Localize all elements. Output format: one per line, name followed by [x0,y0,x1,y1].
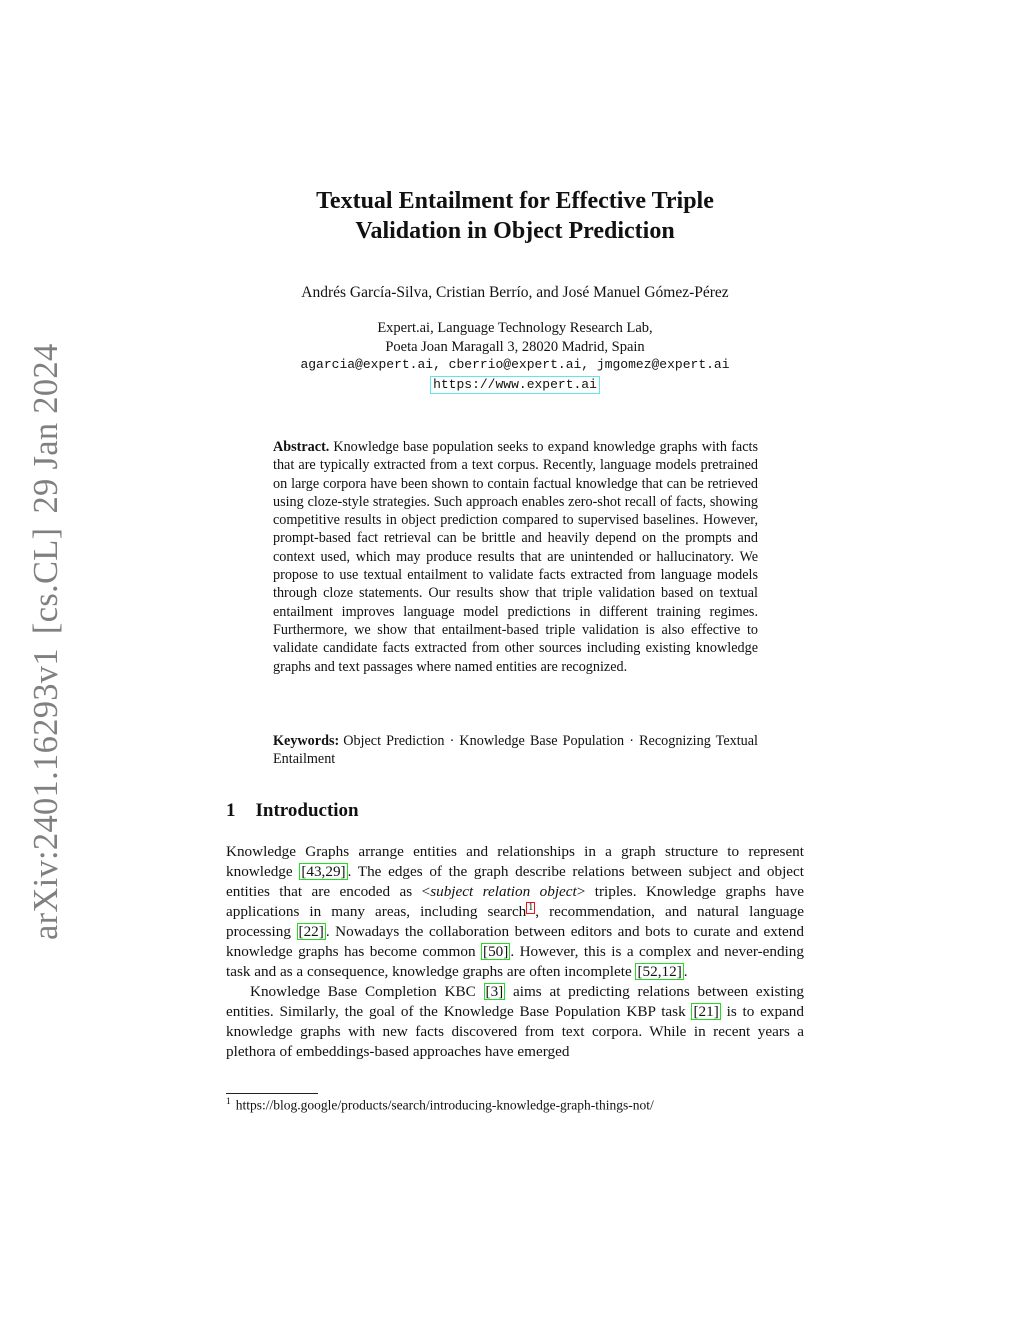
citation-link[interactable]: [22] [298,923,324,941]
affiliation-line-2: Poeta Joan Maragall 3, 28020 Madrid, Spain [385,338,645,355]
title-line-1: Textual Entailment for Effective Triple [316,188,714,214]
affiliation-block [200,319,830,394]
text-run-italic: subject relation object [430,883,577,900]
citation-link[interactable]: [21] [693,1003,719,1021]
keywords-heading: Keywords: [273,733,340,749]
arxiv-side-stamp [27,330,66,941]
paper-title [220,186,810,246]
text-run: Knowledge Base Completion KBC [250,983,484,1001]
introduction-body [226,842,804,1062]
arxiv-date: 29 Jan 2024 [27,343,65,514]
author-list: Andrés García-Silva, Cristian Berrío, and José Manuel Gómez-Pérez [301,284,729,301]
keywords-block [273,732,758,769]
affiliation-line-1: Expert.ai, Language Technology Research Lab, [377,320,653,336]
text-run: . [683,963,688,981]
keywords-text: Object Prediction · Knowledge Base Population · Recognizing Textual Entailment [273,733,758,768]
text-run: aims at predicting relations between existing entities. Similarly, the goal of the Knowledge Base Population KBP task [226,983,805,1021]
citation-link[interactable]: [50] [483,943,509,961]
affiliation-url-link[interactable]: https://www.expert.ai [430,376,600,394]
footnote-ref-link[interactable]: 1 [528,902,534,913]
text-run: is to expand knowledge graphs with new facts discovered from text corpora. While in recent years a plethora of embeddings-based approaches have emerged [226,1003,804,1061]
citation-link[interactable]: [3] [485,983,504,1001]
arxiv-category: [cs.CL] [27,527,65,635]
footnote-divider [226,1093,318,1094]
text-run: . Nowadays the collaboration between editors and bots to curate and extend knowledge graphs has become common [226,923,804,961]
abstract-text: Knowledge base population seeks to expand knowledge graphs with facts that are typically extracted from a text corpus. Recently, language models pretrained on large corpora have been shown to contain factual knowledge that can be retrieved using cloze-style strategies. Such approach enables zero-shot recall of facts, showing competitive results in object prediction compared to supervised baselines. However, prompt-based fact retrieval can be brittle and heavily depend on the prompts and context used, which may produce results that are unintended or hallucinatory. We propose to use textual entailment to validate facts extracted from language models through cloze statements. Our results show that triple validation based on textual entailment improves language model predictions in different training regimes. Furthermore, we show that entailment-based triple validation is also effective to validate candidate facts extracted from other sources including existing knowledge graphs and text passages where named entities are recognized. [273,439,758,675]
footnote-url[interactable]: https://blog.google/products/search/introducing-knowledge-graph-things-not/ [235,1097,654,1113]
text-run: . The edges of the graph describe relations between subject and object entities that are encoded as < [226,863,805,900]
text-run: Knowledge Graphs arrange entities and relationships in a graph structure to represent knowledge [226,843,804,880]
intro-paragraph-1 [226,842,804,982]
title-line-2: Validation in Object Prediction [355,218,675,244]
intro-paragraph-2 [226,982,804,1062]
text-run: . However, this is a complex and never-ending task and as a consequence, knowledge graphs are often incomplete [226,943,804,981]
abstract-heading: Abstract. [273,439,330,455]
footnote [226,1097,654,1114]
section-number: 1 [226,800,236,821]
citation-link[interactable]: [52,12] [637,963,682,981]
section-title-text: Introduction [255,800,359,821]
author-emails: agarcia@expert.ai, cberrio@expert.ai, jmgomez@expert.ai [300,357,730,372]
section-heading [226,800,359,822]
arxiv-id[interactable]: arXiv:2401.16293v1 [27,648,65,940]
text-run: , recommendation, and natural language processing [226,903,804,941]
citation-link[interactable]: [43,29] [301,863,346,880]
text-run: > triples. Knowledge graphs have applications in many areas, including search [226,883,805,921]
footnote-mark: 1 [226,1097,231,1107]
abstract-block [273,438,758,676]
